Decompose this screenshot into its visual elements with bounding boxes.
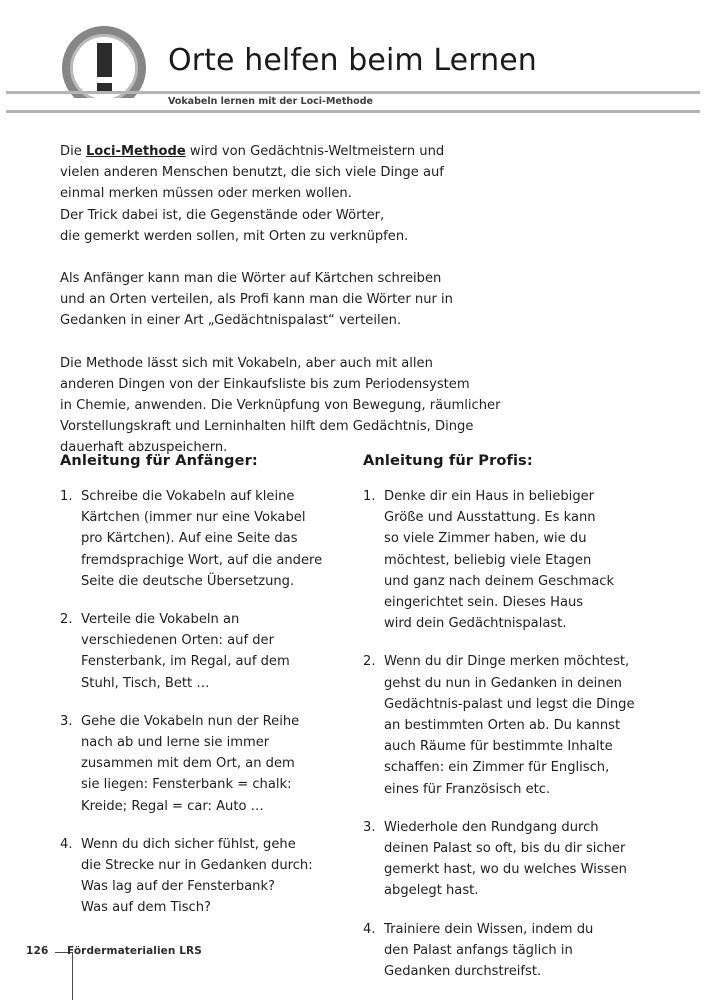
- intro-line: und an Orten verteilen, als Profi kann man die Wörter nur in: [60, 292, 453, 308]
- step-line: gemerkt hast, wo du welches Wissen: [384, 862, 627, 878]
- step-line: Gedächtnis-palast und legst die Dinge: [384, 696, 635, 712]
- step-line: Trainiere dein Wissen, indem du: [384, 921, 594, 937]
- intro-line-text: wird von Gedächtnis-Weltmeistern und: [185, 144, 445, 159]
- intro-paragraph-1: [60, 141, 560, 247]
- step-number: 3.: [363, 819, 376, 835]
- intro-line: Die Methode lässt sich mit Vokabeln, aber auch mit allen: [60, 355, 433, 371]
- step-number: 4.: [60, 836, 73, 852]
- intro-line: anderen Dingen von der Einkaufsliste bis zum Periodensystem: [60, 376, 470, 392]
- step-line: und ganz nach deinem Geschmack: [384, 573, 615, 589]
- step-line: eines für Französisch etc.: [384, 781, 551, 797]
- step-line: zusammen mit dem Ort, an dem: [81, 756, 295, 772]
- intro-line: einmal merken müssen oder merken wollen.: [60, 186, 352, 202]
- intro-line: Gedanken in einer Art „Gedächtnispalast“ verteilen.: [60, 313, 402, 329]
- intro-line: [60, 141, 560, 162]
- step-line: abgelegt hast.: [384, 883, 479, 899]
- step-number: 1.: [363, 489, 376, 504]
- page-header: [0, 0, 707, 112]
- intro-line: die gemerkt werden sollen, mit Orten zu verknüpfen.: [60, 228, 409, 244]
- step-line: Wenn du dir Dinge merken möchtest,: [384, 654, 630, 670]
- intro-paragraph-2: [60, 268, 560, 332]
- page-number: 126: [26, 945, 49, 957]
- step-line: Schreibe die Vokabeln auf kleine: [81, 489, 295, 504]
- step-line: Kreide; Regal = car: Auto …: [81, 798, 264, 814]
- step-line: deinen Palast so oft, bis du dir sicher: [384, 841, 626, 857]
- column-beginners: [60, 452, 350, 919]
- intro-line: vielen anderen Menschen benutzt, die sich viele Dinge auf: [60, 165, 444, 181]
- intro-line: Vorstellungskraft und Lerninhalten hilft dem Gedächtnis, Dinge: [60, 419, 474, 435]
- step-line: Kärtchen (immer nur eine Vokabel: [81, 510, 306, 526]
- list-item: [60, 486, 350, 592]
- list-item: [363, 817, 663, 902]
- intro-line: Der Trick dabei ist, die Gegenstände oder Wörter,: [60, 207, 385, 223]
- beginners-step-list: [60, 486, 350, 919]
- list-item: [363, 486, 663, 634]
- step-line: Was auf dem Tisch?: [81, 900, 211, 916]
- step-line: Gehe die Vokabeln nun der Reihe: [81, 713, 300, 729]
- page-title: Orte helfen beim Lernen: [168, 43, 537, 78]
- exclamation-circle-icon: [58, 26, 156, 98]
- list-item: [363, 651, 663, 799]
- step-line: an bestimmten Orten ab. Du kannst: [384, 718, 621, 734]
- step-line: die Strecke nur in Gedanken durch:: [81, 858, 313, 874]
- step-line: auch Räume für bestimmte Inhalte: [384, 739, 613, 755]
- step-number: 4.: [363, 921, 376, 937]
- loci-methode-keyword: Loci-Methode: [85, 144, 186, 159]
- step-line: möchtest, beliebig viele Etagen: [384, 552, 592, 568]
- step-line: wird dein Gedächtnispalast.: [384, 616, 567, 632]
- professionals-heading: Anleitung für Profis:: [363, 452, 533, 469]
- intro-paragraph-3: [60, 353, 560, 459]
- footer-series-label: Fördermaterialien LRS: [67, 945, 202, 957]
- step-line: verschiedenen Orten: auf der: [81, 633, 274, 649]
- step-line: Gedanken durchstreifst.: [384, 964, 542, 980]
- step-line: Fensterbank, im Regal, auf dem: [81, 654, 290, 670]
- beginners-heading: Anleitung für Anfänger:: [60, 452, 258, 469]
- step-line: sie liegen: Fensterbank = chalk:: [81, 777, 292, 793]
- intro-line: in Chemie, anwenden. Die Verknüpfung von Bewegung, räumlicher: [60, 398, 501, 414]
- step-number: 3.: [60, 713, 73, 729]
- list-item: [60, 711, 350, 817]
- page-subtitle: Vokabeln lernen mit der Loci-Methode: [168, 96, 373, 107]
- step-line: Seite die deutsche Übersetzung.: [81, 573, 295, 589]
- step-line: Wenn du dich sicher fühlst, gehe: [81, 836, 296, 852]
- step-line: den Palast anfangs täglich in: [384, 942, 573, 958]
- step-line: gehst du nun in Gedanken in deinen: [384, 675, 622, 691]
- page-footer: [0, 940, 707, 1000]
- list-item: [60, 609, 350, 694]
- icon-exclamation-stem: [97, 43, 112, 77]
- step-line: schaffen: ein Zimmer für Englisch,: [384, 760, 610, 776]
- list-item: [60, 834, 350, 919]
- step-line: so viele Zimmer haben, wie du: [384, 531, 587, 547]
- step-line: fremdsprachige Wort, auf die andere: [81, 552, 323, 568]
- intro-line: dauerhaft abzuspeichern.: [60, 440, 228, 456]
- professionals-step-list: [363, 486, 663, 982]
- step-line: Stuhl, Tisch, Bett …: [81, 675, 210, 691]
- step-line: Größe und Ausstattung. Es kann: [384, 510, 596, 526]
- step-line: nach ab und lerne sie immer: [81, 735, 270, 751]
- step-line: Wiederhole den Rundgang durch: [384, 819, 599, 835]
- step-number: 2.: [363, 654, 376, 670]
- step-number: 2.: [60, 612, 73, 628]
- step-line: Verteile die Vokabeln an: [81, 612, 240, 628]
- paragraph-lead: Die: [60, 144, 86, 159]
- step-number: 1.: [60, 489, 73, 504]
- header-rule-bottom: [6, 110, 700, 113]
- intro-section: [60, 141, 560, 459]
- footer-bracket-vertical: [72, 952, 73, 1000]
- intro-line: Als Anfänger kann man die Wörter auf Kärtchen schreiben: [60, 271, 442, 287]
- step-line: pro Kärtchen). Auf eine Seite das: [81, 531, 298, 547]
- step-line: eingerichtet sein. Dieses Haus: [384, 595, 584, 611]
- column-professionals: [363, 452, 663, 982]
- step-line: Was lag auf der Fensterbank?: [81, 879, 275, 895]
- step-line: Denke dir ein Haus in beliebiger: [384, 489, 595, 504]
